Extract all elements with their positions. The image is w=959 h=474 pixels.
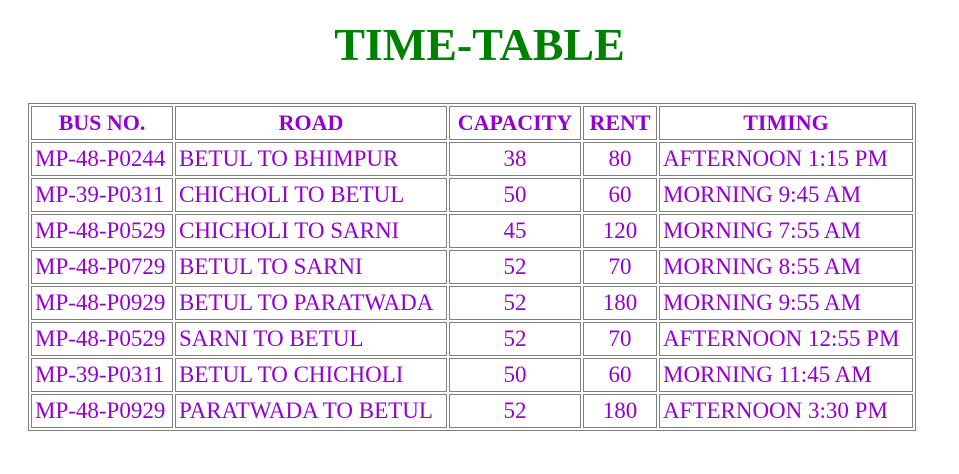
cell-capacity: 38 — [449, 142, 581, 176]
header-road: ROAD — [175, 106, 447, 140]
cell-timing: MORNING 8:55 AM — [659, 250, 913, 284]
table-row — [31, 286, 913, 320]
cell-capacity: 50 — [449, 178, 581, 212]
cell-capacity: 52 — [449, 250, 581, 284]
header-row — [31, 106, 913, 140]
cell-timing: AFTERNOON 3:30 PM — [659, 394, 913, 428]
cell-bus-no: MP-48-P0929 — [31, 286, 173, 320]
cell-capacity: 50 — [449, 358, 581, 392]
header-timing: TIMING — [659, 106, 913, 140]
cell-bus-no: MP-48-P0529 — [31, 322, 173, 356]
cell-bus-no: MP-48-P0729 — [31, 250, 173, 284]
cell-rent: 70 — [583, 250, 657, 284]
cell-bus-no: MP-48-P0244 — [31, 142, 173, 176]
cell-timing: MORNING 7:55 AM — [659, 214, 913, 248]
cell-bus-no: MP-39-P0311 — [31, 358, 173, 392]
table-row — [31, 322, 913, 356]
cell-road: BETUL TO SARNI — [175, 250, 447, 284]
cell-bus-no: MP-48-P0529 — [31, 214, 173, 248]
cell-capacity: 52 — [449, 322, 581, 356]
header-rent: RENT — [583, 106, 657, 140]
cell-road: BETUL TO CHICHOLI — [175, 358, 447, 392]
table-row — [31, 250, 913, 284]
cell-capacity: 52 — [449, 286, 581, 320]
table-row — [31, 214, 913, 248]
timetable — [28, 103, 916, 431]
cell-capacity: 45 — [449, 214, 581, 248]
cell-rent: 70 — [583, 322, 657, 356]
cell-road: SARNI TO BETUL — [175, 322, 447, 356]
cell-bus-no: MP-39-P0311 — [31, 178, 173, 212]
cell-timing: MORNING 9:55 AM — [659, 286, 913, 320]
header-capacity: CAPACITY — [449, 106, 581, 140]
cell-rent: 180 — [583, 286, 657, 320]
cell-timing: MORNING 11:45 AM — [659, 358, 913, 392]
cell-rent: 80 — [583, 142, 657, 176]
cell-rent: 180 — [583, 394, 657, 428]
cell-rent: 120 — [583, 214, 657, 248]
cell-timing: AFTERNOON 12:55 PM — [659, 322, 913, 356]
cell-rent: 60 — [583, 178, 657, 212]
cell-timing: MORNING 9:45 AM — [659, 178, 913, 212]
table-row — [31, 178, 913, 212]
cell-rent: 60 — [583, 358, 657, 392]
cell-capacity: 52 — [449, 394, 581, 428]
cell-road: CHICHOLI TO BETUL — [175, 178, 447, 212]
cell-road: CHICHOLI TO SARNI — [175, 214, 447, 248]
cell-timing: AFTERNOON 1:15 PM — [659, 142, 913, 176]
table-row — [31, 394, 913, 428]
page-title: TIME-TABLE — [334, 19, 625, 70]
table-row — [31, 358, 913, 392]
cell-road: BETUL TO BHIMPUR — [175, 142, 447, 176]
table-row — [31, 142, 913, 176]
cell-bus-no: MP-48-P0929 — [31, 394, 173, 428]
header-bus-no: BUS NO. — [31, 106, 173, 140]
cell-road: BETUL TO PARATWADA — [175, 286, 447, 320]
cell-road: PARATWADA TO BETUL — [175, 394, 447, 428]
